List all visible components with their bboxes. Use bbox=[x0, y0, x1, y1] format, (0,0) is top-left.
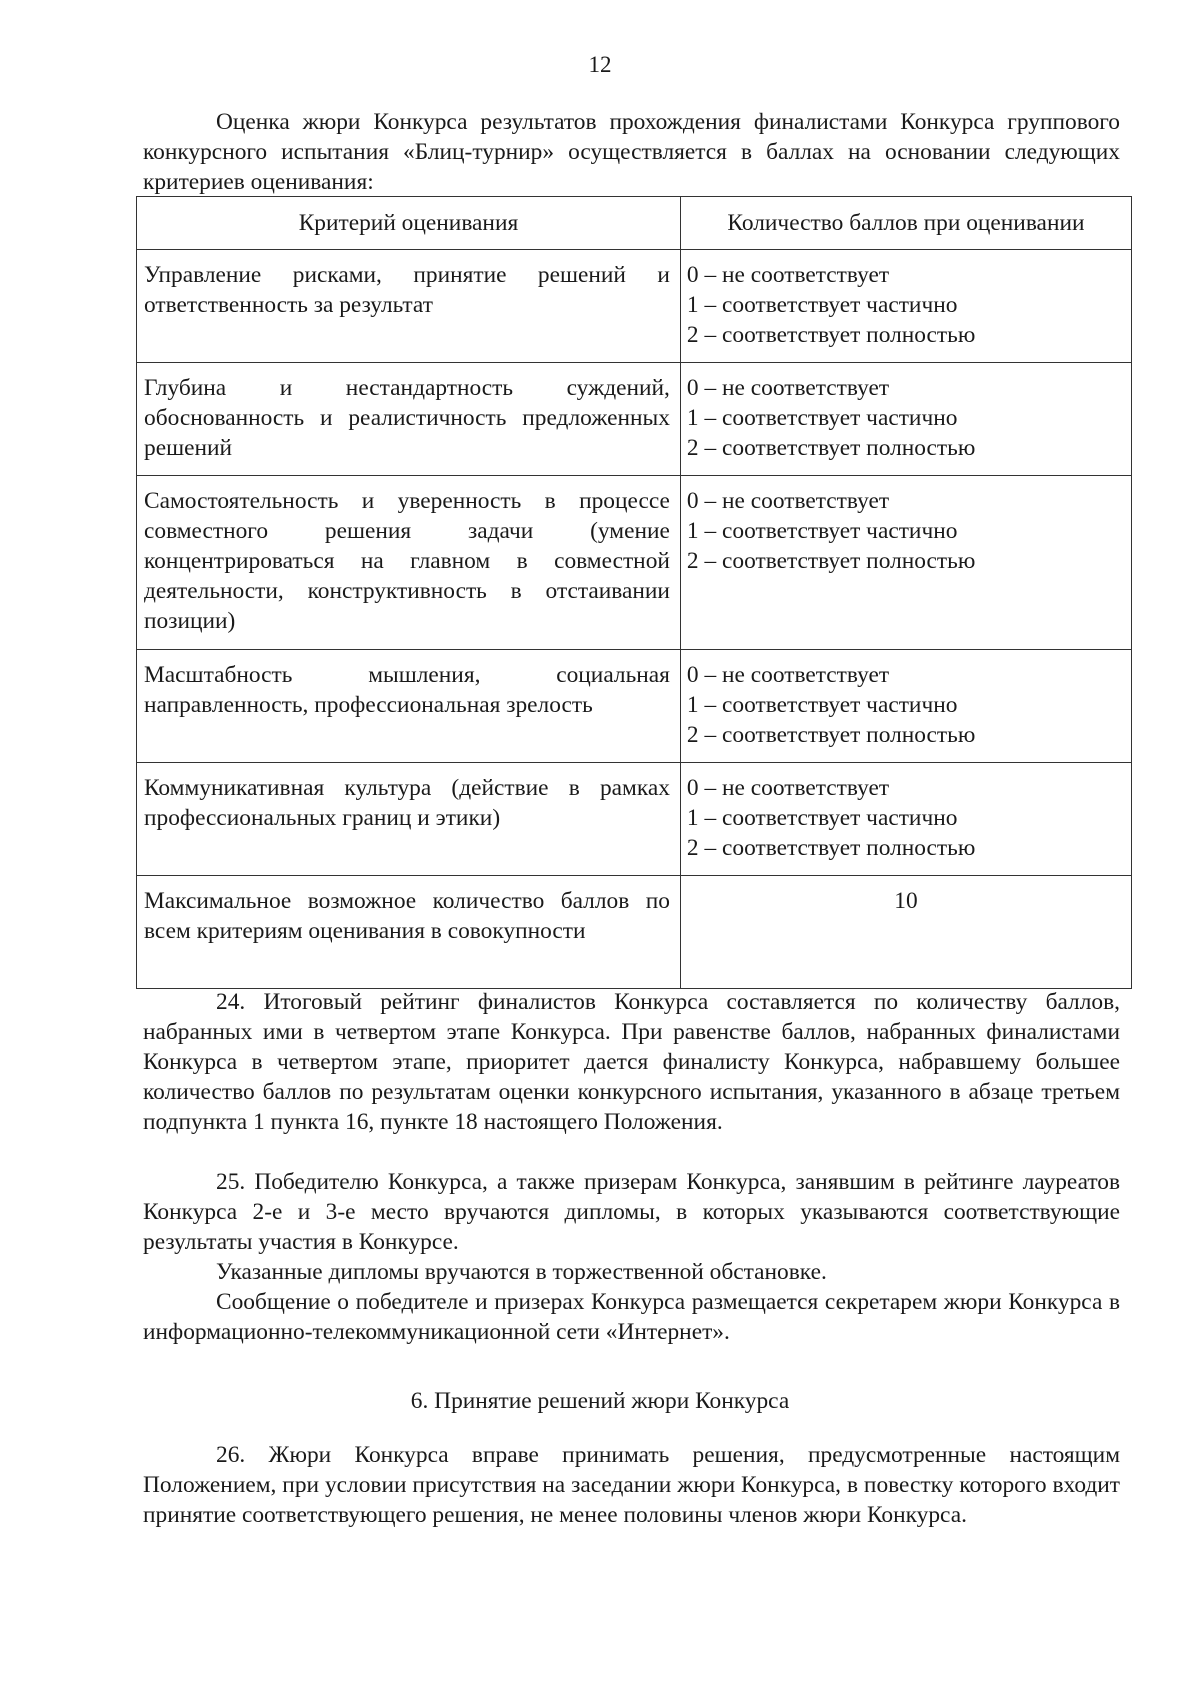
intro-paragraph: Оценка жюри Конкурса результатов прохождения финалистами Конкурса группового конкурсного испытания «Блиц-турнир» осуществляется в баллах на основании следующих критериев оценивания: bbox=[143, 109, 1120, 195]
table-header-row bbox=[137, 197, 1132, 250]
table-total-row bbox=[137, 876, 1132, 989]
table-row bbox=[137, 250, 1132, 363]
score-option: 0 – не соответствует bbox=[686, 262, 890, 288]
score-option: 2 – соответствует полностью bbox=[686, 722, 976, 748]
paragraph-26: 26. Жюри Конкурса вправе принимать решения, предусмотренные настоящим Положением, при условии присутствия на заседании жюри Конкурса, в повестку которого входит принятие соответствующего решения, не менее половины членов жюри Конкурса. bbox=[143, 1442, 1120, 1528]
criterion-cell bbox=[137, 363, 681, 476]
score-option: 2 – соответствует полностью bbox=[686, 548, 976, 574]
criterion-text: Масштабность мышления, социальная направленность, профессиональная зрелость bbox=[144, 662, 670, 718]
score-option: 2 – соответствует полностью bbox=[686, 835, 976, 861]
criterion-cell bbox=[137, 250, 681, 363]
header-criterion: Критерий оценивания bbox=[137, 197, 681, 250]
criterion-text: Глубина и нестандартность суждений, обоснованность и реалистичность предложенных решений bbox=[144, 375, 670, 461]
criterion-text: Управление рисками, принятие решений и ответственность за результат bbox=[144, 262, 670, 318]
score-option: 2 – соответствует полностью bbox=[686, 435, 976, 461]
paragraph-24: 24. Итоговый рейтинг финалистов Конкурса составляется по количеству баллов, набранных ими в четвертом этапе Конкурса. При равенстве баллов, набранных финалистами Конкурса в четвертом этапе, приоритет дается финалисту Конкурса, набравшему большее количество баллов по результатам оценки конкурсного испытания, указанного в абзаце третьем подпункта 1 пункта 16, пункте 18 настоящего Положения. bbox=[143, 989, 1120, 1135]
paragraph-announcement: Сообщение о победителе и призерах Конкурса размещается секретарем жюри Конкурса в информационно-телекоммуникационной сети «Интернет». bbox=[143, 1289, 1120, 1345]
criterion-cell bbox=[137, 763, 681, 876]
section-heading: 6. Принятие решений жюри Конкурса bbox=[410, 1388, 790, 1414]
criterion-cell bbox=[137, 476, 681, 650]
table-row bbox=[137, 476, 1132, 650]
page-number: 12 bbox=[588, 52, 612, 77]
score-cell bbox=[680, 250, 1131, 363]
total-label: Максимальное возможное количество баллов по всем критериям оценивания в совокупности bbox=[144, 888, 670, 944]
table-row bbox=[137, 763, 1132, 876]
total-value-cell bbox=[680, 876, 1131, 989]
score-cell bbox=[680, 763, 1131, 876]
score-option: 1 – соответствует частично bbox=[686, 518, 958, 544]
score-cell bbox=[680, 363, 1131, 476]
score-option: 2 – соответствует полностью bbox=[686, 322, 976, 348]
score-cell bbox=[680, 650, 1131, 763]
score-option: 0 – не соответствует bbox=[686, 775, 890, 801]
criterion-cell bbox=[137, 650, 681, 763]
table-row bbox=[137, 363, 1132, 476]
paragraph-diplomas: Указанные дипломы вручаются в торжественной обстановке. bbox=[216, 1259, 827, 1285]
score-option: 1 – соответствует частично bbox=[686, 405, 958, 431]
total-value: 10 bbox=[894, 888, 918, 914]
criteria-table bbox=[136, 196, 1132, 989]
score-option: 1 – соответствует частично bbox=[686, 805, 958, 831]
paragraph-25: 25. Победителю Конкурса, а также призерам Конкурса, занявшим в рейтинге лауреатов Конкурса 2-е и 3-е место вручаются дипломы, в которых указываются соответствующие результаты участия в Конкурсе. bbox=[143, 1169, 1120, 1255]
total-label-cell bbox=[137, 876, 681, 989]
score-option: 1 – соответствует частично bbox=[686, 292, 958, 318]
score-option: 1 – соответствует частично bbox=[686, 692, 958, 718]
header-score: Количество баллов при оценивании bbox=[680, 197, 1131, 250]
score-cell bbox=[680, 476, 1131, 650]
criterion-text: Самостоятельность и уверенность в процессе совместного решения задачи (умение концентрироваться на главном в совместной деятельности, конструктивность в отстаивании позиции) bbox=[144, 488, 670, 634]
score-option: 0 – не соответствует bbox=[686, 375, 890, 401]
score-option: 0 – не соответствует bbox=[686, 662, 890, 688]
table-row bbox=[137, 650, 1132, 763]
criterion-text: Коммуникативная культура (действие в рамках профессиональных границ и этики) bbox=[144, 775, 670, 831]
score-option: 0 – не соответствует bbox=[686, 488, 890, 514]
